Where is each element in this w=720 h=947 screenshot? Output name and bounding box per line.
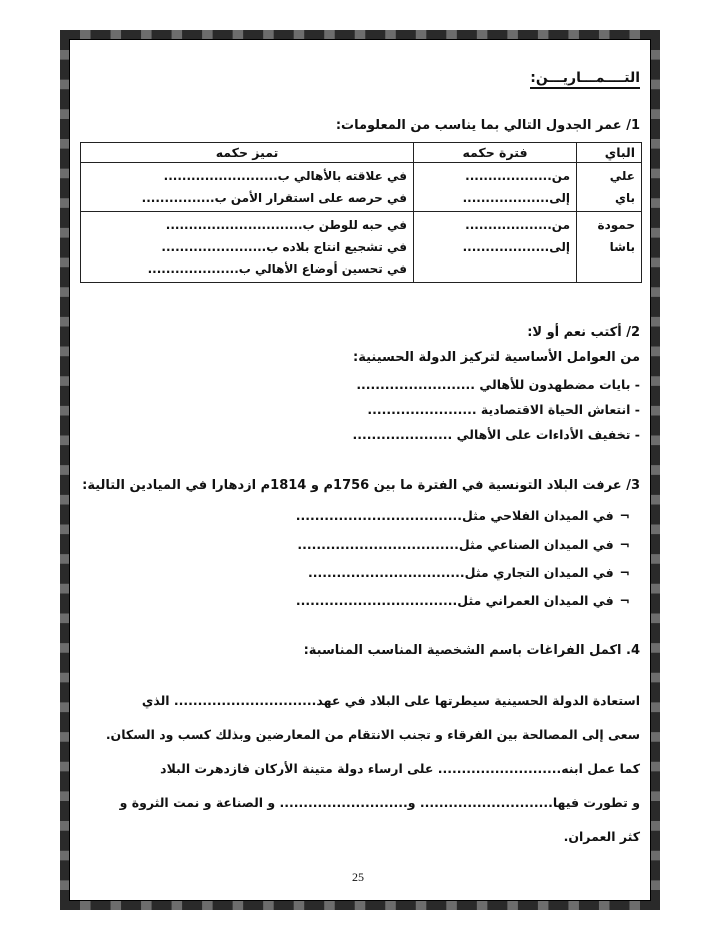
trait-line: في تحسين أوضاع الأهالي ب.................... [147, 262, 407, 276]
trait-line: في تشجيع انتاج بلاده ب....................... [161, 240, 407, 254]
list-item: - بايات مضطهدون للأهالي ......................... [356, 377, 640, 392]
traits-cell [81, 163, 414, 212]
trait-line: في علاقته بالأهالي ب......................... [163, 169, 407, 183]
header-period: فترة حكمه [414, 143, 577, 163]
bey-cell [577, 163, 642, 212]
bey-name-line: حمودة [597, 218, 635, 232]
table-header-row [81, 143, 642, 163]
trait-line: في حبه للوطن ب.............................. [165, 218, 407, 232]
domain-line: في الميدان التجاري مثل................................. [307, 565, 614, 580]
paragraph-line: سعى إلى المصالحة بين الفرقاء و تجنب الانتقام من المعارضين وبذلك كسب ود السكان. [105, 727, 640, 742]
list-item: - انتعاش الحياة الاقتصادية ....................... [367, 402, 640, 417]
bey-name-line: علي [609, 169, 635, 183]
period-from: من................... [465, 169, 570, 183]
list-item: ¬ في الميدان الصناعي مثل.................................. [297, 537, 630, 552]
trait-line: في حرصه على استقرار الأمن ب................ [141, 191, 407, 205]
page-title: التــــمـــاريـــن: [530, 70, 640, 89]
list-item: ¬ في الميدان التجاري مثل................................. [307, 565, 630, 580]
list-item: - تخفيف الأداءات على الأهالي ..................... [352, 427, 640, 442]
rulers-table [80, 142, 642, 283]
page-number: 25 [352, 870, 364, 884]
header-traits: تميز حكمه [81, 143, 414, 163]
period-cell [414, 212, 577, 283]
bey-name-line: باي [614, 191, 635, 205]
period-to: إلى................... [462, 191, 570, 205]
question-3-prompt: 3/ عرفت البلاد التونسية في الفترة ما بين 1756م و 1814م ازدهارا في الميادين التالية: [82, 478, 640, 493]
paragraph-line: كما عمل ابنه.......................... على ارساء دولة متينة الأركان فازدهرت البلاد [160, 761, 640, 776]
period-from: من................... [465, 218, 570, 232]
domain-line: في الميدان الصناعي مثل.................................. [297, 537, 614, 552]
bey-cell [577, 212, 642, 283]
domain-line: في الميدان الفلاحي مثل................................... [295, 508, 614, 523]
question-1-prompt: 1/ عمر الجدول التالي بما يناسب من المعلومات: [335, 118, 640, 133]
paragraph-line: كثر العمران. [563, 829, 640, 844]
period-to: إلى................... [462, 240, 570, 254]
traits-cell [81, 212, 414, 283]
header-bey: الباي [577, 143, 642, 163]
paragraph-line: و تطورت فيها............................ و........................... و الصناعة و نمت الثروة و [119, 795, 640, 810]
table-row [81, 163, 642, 212]
list-item: ¬ في الميدان الفلاحي مثل................................... [295, 508, 630, 523]
table-row [81, 212, 642, 283]
domain-line: في الميدان العمراني مثل.................................. [295, 593, 614, 608]
paragraph-line: استعادة الدولة الحسينية سيطرتها على البلاد في عهد.............................. الذي [141, 693, 640, 708]
period-cell [414, 163, 577, 212]
question-4-prompt: 4. اكمل الفراغات باسم الشخصية المناسب المناسبة: [303, 643, 640, 658]
bey-name-line: باشا [609, 240, 635, 254]
question-2-prompt: 2/ أكتب نعم أو لا: [527, 325, 640, 340]
question-2-subtitle: من العوامل الأساسية لتركيز الدولة الحسينية: [353, 350, 640, 365]
list-item: ¬ في الميدان العمراني مثل.................................. [295, 593, 630, 608]
